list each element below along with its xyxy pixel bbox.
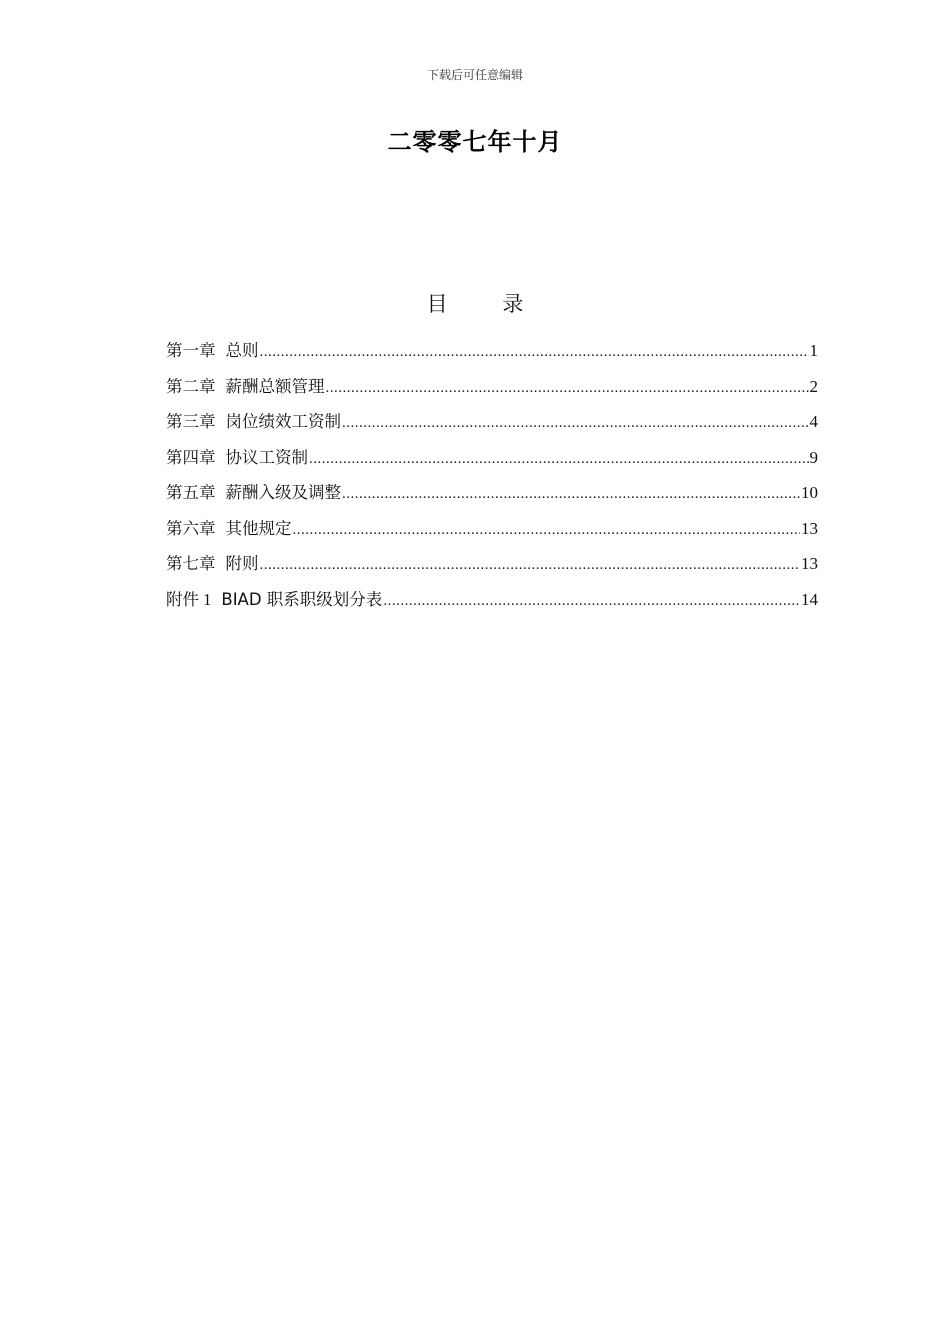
toc-dot-leader [293, 513, 801, 547]
toc-heading: 目 录 [426, 292, 548, 316]
toc-title: 协议工资制 [225, 447, 308, 467]
toc-dot-leader [342, 477, 800, 511]
toc-dot-leader [383, 584, 800, 618]
toc-title: 其他规定 [225, 518, 292, 538]
toc-dot-leader [260, 548, 801, 582]
table-of-contents [166, 333, 818, 617]
toc-entry-4[interactable] [166, 440, 818, 476]
toc-entry-label [166, 475, 341, 511]
toc-chapter: 第一章 [166, 341, 216, 360]
toc-chapter: 第六章 [166, 518, 216, 538]
toc-page-number: 13 [801, 518, 818, 538]
toc-page-number: 4 [809, 412, 818, 431]
toc-entry-7[interactable] [166, 546, 818, 582]
toc-entry-label [166, 404, 341, 440]
toc-title: 薪酬入级及调整 [225, 483, 341, 502]
toc-entry-label [166, 546, 259, 582]
toc-entry-label [166, 440, 308, 476]
toc-title: 岗位绩效工资制 [225, 412, 341, 431]
toc-page-number: 9 [809, 447, 818, 467]
toc-title: BIAD 职系职级划分表 [221, 589, 383, 609]
toc-page-number: 2 [809, 376, 818, 396]
toc-title: 薪酬总额管理 [225, 376, 325, 396]
cover-date: 二零零七年十月 [387, 128, 563, 156]
toc-chapter: 第七章 [166, 554, 216, 573]
toc-title: 总则 [225, 341, 259, 360]
toc-entry-6[interactable] [166, 511, 818, 547]
toc-entry-1[interactable] [166, 333, 818, 369]
toc-entry-label [166, 582, 382, 618]
toc-entry-label [166, 369, 325, 405]
toc-dot-leader [342, 406, 809, 440]
toc-chapter: 第五章 [166, 483, 216, 502]
toc-chapter: 第三章 [166, 412, 216, 431]
toc-page-number: 14 [801, 589, 818, 609]
toc-chapter: 第四章 [166, 447, 216, 467]
toc-page-number: 1 [809, 341, 818, 360]
toc-entry-label [166, 511, 292, 547]
toc-entry-label [166, 333, 259, 369]
toc-dot-leader [326, 371, 809, 405]
toc-entry-8[interactable] [166, 582, 818, 618]
toc-dot-leader [260, 335, 809, 369]
toc-entry-5[interactable] [166, 475, 818, 511]
toc-page-number: 13 [801, 554, 818, 573]
toc-entry-3[interactable] [166, 404, 818, 440]
toc-entry-2[interactable] [166, 369, 818, 405]
toc-dot-leader [309, 442, 809, 476]
toc-page-number: 10 [801, 483, 818, 502]
toc-title: 附则 [225, 554, 259, 573]
header-note: 下载后可任意编辑 [426, 68, 523, 82]
toc-chapter: 附件 1 [166, 589, 212, 609]
toc-chapter: 第二章 [166, 376, 216, 396]
